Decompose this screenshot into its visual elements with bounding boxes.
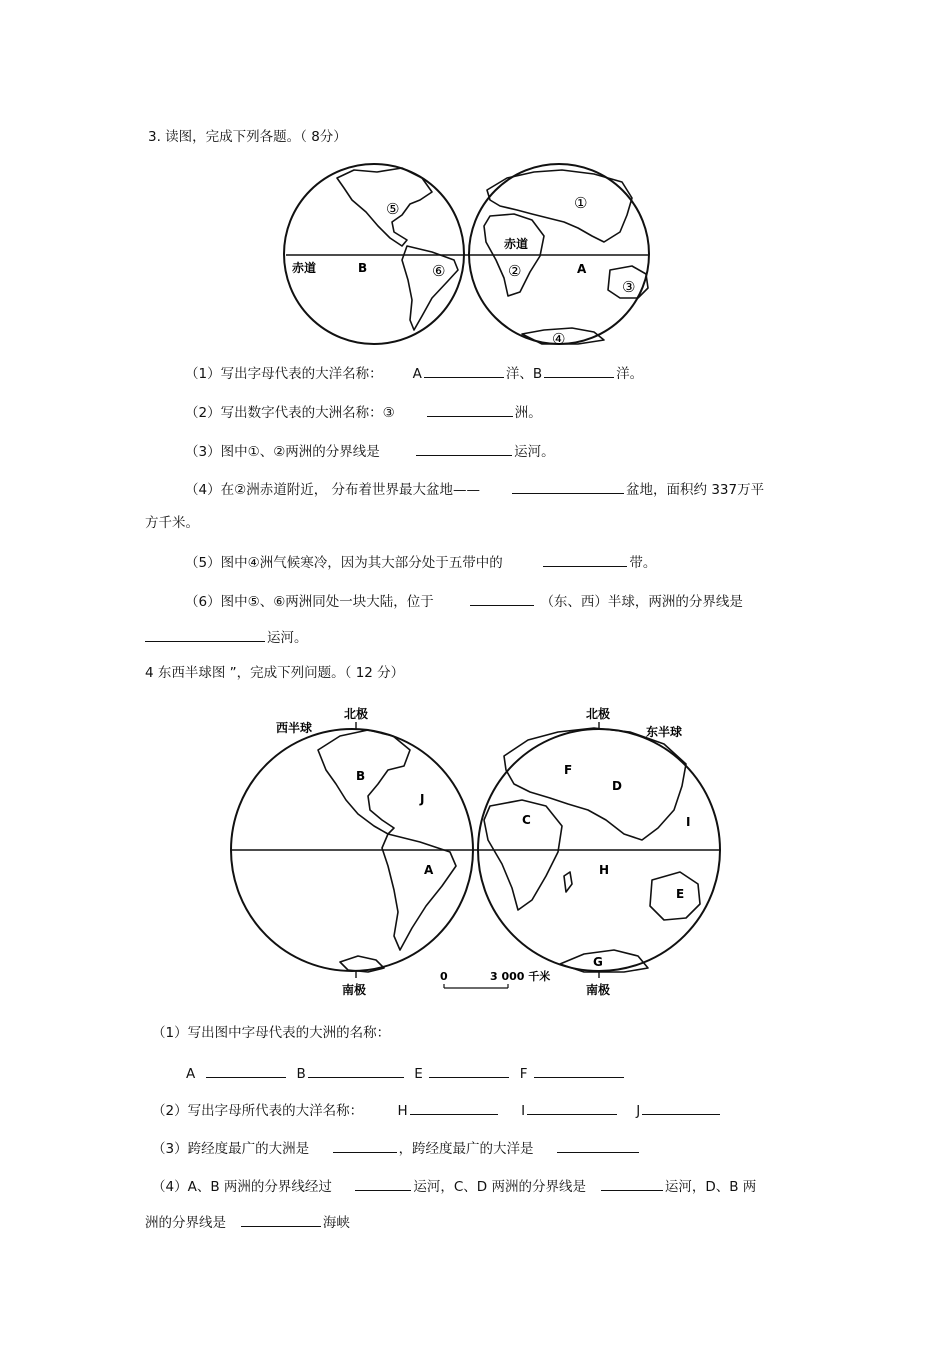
q4-s2-i: I: [521, 1103, 526, 1119]
q4-label-i: I: [686, 815, 691, 829]
q4-label-d: D: [612, 779, 622, 793]
q4-s4-continuation: [145, 1212, 350, 1232]
q3-s5: [185, 552, 656, 572]
q4-s1-f: F: [519, 1066, 528, 1082]
q4-s3-prefix: （3）跨经度最广的大洲是: [152, 1141, 310, 1157]
q3-s4-end: 盆地，面积约 337万平: [626, 482, 765, 498]
q3-continent-4-label: ④: [552, 330, 566, 348]
q3-s5-blank[interactable]: [543, 552, 627, 567]
q3-s2: [185, 402, 542, 422]
q3-s4: [185, 479, 764, 499]
q4-s3-blank-ocean[interactable]: [557, 1138, 639, 1153]
q3-s3: [185, 441, 555, 461]
q4-s1-a: A: [186, 1066, 196, 1082]
q4-s1: （1）写出图中字母代表的大洲的名称：: [152, 1025, 391, 1041]
q4-s2-j: J: [636, 1103, 641, 1119]
q3-ocean-a-label: A: [577, 262, 587, 276]
q4-scale-zero: 0: [440, 970, 448, 983]
q4-s2-prefix: （2）写出字母所代表的大洋名称：: [152, 1103, 364, 1119]
q4-s3: [152, 1138, 641, 1158]
q4-s3-blank-continent[interactable]: [333, 1138, 397, 1153]
q3-continent-1-label: ①: [574, 194, 588, 212]
q3-s4-blank[interactable]: [512, 479, 624, 494]
q4-east-hemisphere-label: 东半球: [646, 725, 683, 739]
q3-world-map: [282, 160, 682, 350]
q3-s5-prefix: （5）图中④洲气候寒冷，因为其大部分处于五带中的: [185, 555, 503, 571]
q3-equator-label-west: 赤道: [292, 261, 317, 275]
q3-s1-blank-b[interactable]: [544, 363, 614, 378]
q3-s1-sep: 洋、B: [505, 366, 543, 382]
q4-title: 4 东西半球图 ”，完成下列问题。（ 12 分）: [145, 665, 405, 681]
q4-label-f: F: [564, 763, 573, 777]
q4-s2-h: H: [397, 1103, 408, 1119]
q4-s1-blank-a[interactable]: [206, 1063, 286, 1078]
q3-s6-blank-hemisphere[interactable]: [470, 591, 534, 606]
q4-label-g: G: [593, 955, 603, 969]
q3-s2-prefix: （2）写出数字代表的大洲名称：③: [185, 405, 395, 421]
q3-s1-blank-a[interactable]: [424, 363, 504, 378]
q4-s4-mid1: 运河，C、D 两洲的分界线是: [413, 1179, 586, 1195]
q4-south-pole-label-east: 南极: [586, 983, 611, 997]
q4-s2-blank-j[interactable]: [642, 1100, 720, 1115]
q3-s6-continuation: [145, 627, 308, 647]
q4-s1-e: E: [414, 1066, 423, 1082]
q3-s5-end: 带。: [629, 555, 657, 571]
q3-s6-prefix: （6）图中⑤、⑥两洲同处一块大陆，位于: [185, 594, 434, 610]
q4-s4-prefix: （4）A、B 两洲的分界线经过: [152, 1179, 332, 1195]
q4-s4-blank-cd[interactable]: [601, 1176, 663, 1191]
q3-continent-2-label: ②: [508, 262, 522, 280]
q3-s1-end: 洋。: [616, 366, 644, 382]
q4-north-pole-label-west: 北极: [344, 707, 369, 721]
q3-s2-blank[interactable]: [427, 402, 513, 417]
q4-s1-b: B: [296, 1066, 306, 1082]
q4-label-b: B: [356, 769, 366, 783]
q4-north-pole-label-east: 北极: [586, 707, 611, 721]
q3-s1-a: A: [412, 366, 422, 382]
q3-s6: [185, 591, 743, 611]
q4-label-a: A: [424, 863, 434, 877]
q3-continent-5-label: ⑤: [386, 200, 400, 218]
q4-s4-cont: 洲的分界线是: [145, 1215, 226, 1231]
q4-label-e: E: [676, 887, 685, 901]
q3-s1: [185, 363, 643, 383]
q3-s3-prefix: （3）图中①、②两洲的分界线是: [185, 444, 380, 460]
q3-s4-prefix: （4）在②洲赤道附近， 分布着世界最大盆地——: [185, 482, 480, 498]
q4-s1-answers: [186, 1063, 626, 1083]
q4-s4-blank-ab[interactable]: [355, 1176, 411, 1191]
q4-s4-mid2: 运河，D、B 两: [664, 1179, 757, 1195]
q4-label-c: C: [522, 813, 531, 827]
q4-s4: [152, 1176, 756, 1196]
q4-s4-end: 海峡: [322, 1215, 350, 1231]
q3-ocean-b-label: B: [358, 261, 368, 275]
q3-s2-end: 洲。: [514, 405, 542, 421]
q3-east-hemisphere-circle: [469, 164, 649, 344]
q4-s1-blank-e[interactable]: [429, 1063, 509, 1078]
q4-world-map: [228, 700, 728, 1000]
q3-s6-end: 运河。: [267, 630, 308, 646]
q4-s4-blank-db[interactable]: [241, 1212, 321, 1227]
q3-s1-prefix: （1）写出字母代表的大洋名称：: [185, 366, 383, 382]
q3-s3-blank[interactable]: [416, 441, 512, 456]
q4-s1-blank-b[interactable]: [308, 1063, 404, 1078]
q3-s3-end: 运河。: [514, 444, 555, 460]
q4-scale-distance: 3 000 千米: [490, 970, 551, 983]
q4-west-hemisphere-label: 西半球: [276, 721, 313, 735]
q3-equator-label-east: 赤道: [504, 237, 529, 251]
q4-s1-blank-f[interactable]: [534, 1063, 624, 1078]
q3-s4-continuation: 方千米。: [145, 515, 199, 531]
q4-s2-blank-h[interactable]: [410, 1100, 498, 1115]
q3-s6-mid: （东、西）半球，两洲的分界线是: [540, 594, 743, 610]
q3-continent-3-label: ③: [622, 278, 636, 296]
q4-label-j: J: [420, 792, 425, 806]
q3-title: 3. 读图，完成下列各题。（ 8分）: [148, 129, 347, 145]
q3-s6-blank-canal[interactable]: [145, 627, 265, 642]
q4-s2-blank-i[interactable]: [527, 1100, 617, 1115]
q4-south-pole-label-west: 南极: [342, 983, 367, 997]
q4-s2: [152, 1100, 722, 1120]
q3-continent-6-label: ⑥: [432, 262, 446, 280]
q4-label-h: H: [599, 863, 610, 877]
q4-s3-mid: ，跨经度最广的大洋是: [398, 1141, 534, 1157]
